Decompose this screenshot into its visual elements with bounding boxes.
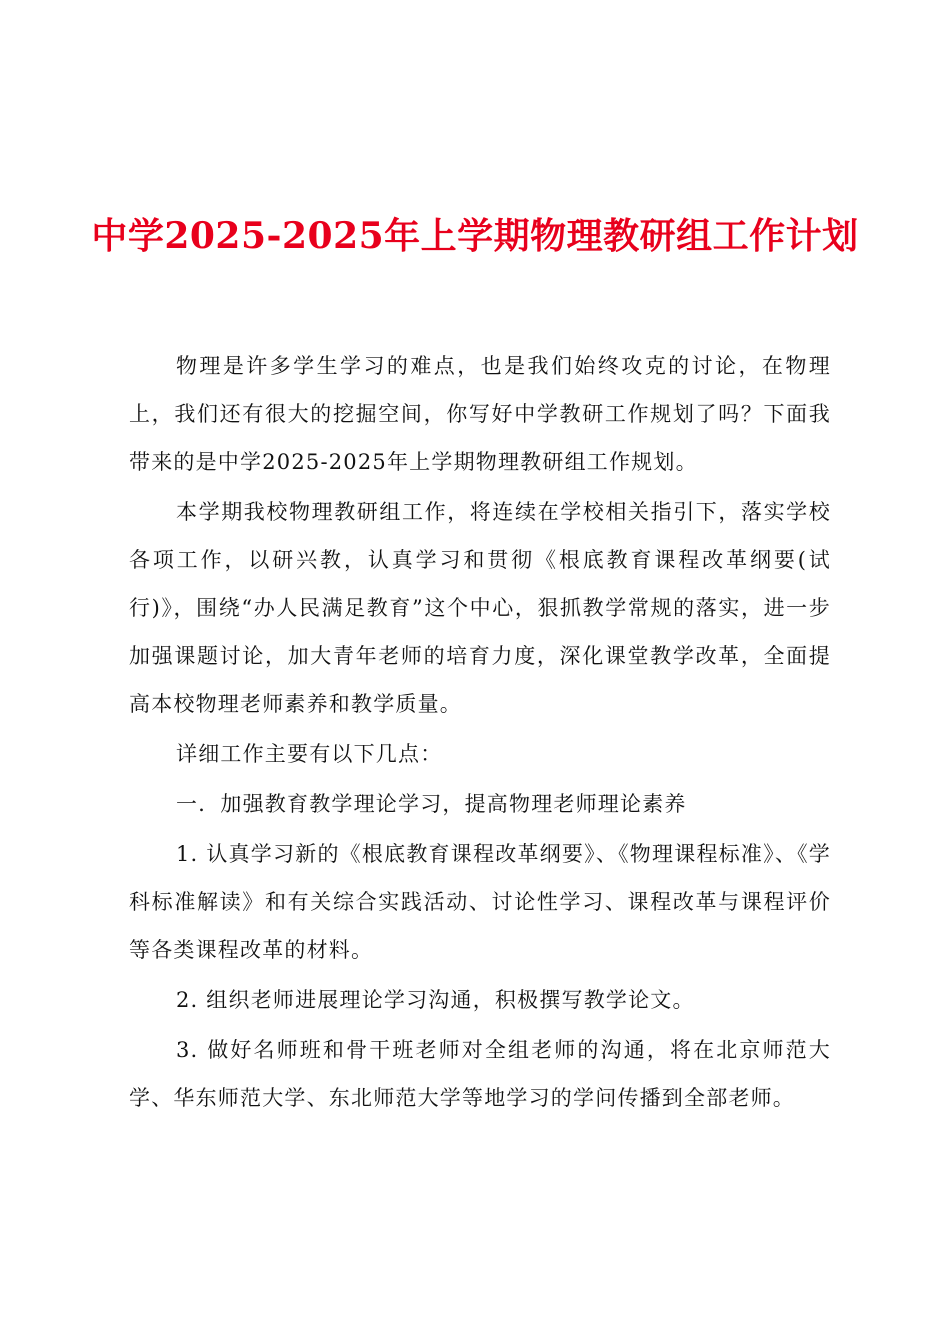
section-heading-1: 一．加强教育教学理论学习，提高物理老师理论素养 bbox=[176, 792, 687, 816]
document-title: 中学2025-2025年上学期物理教研组工作计划 bbox=[91, 215, 859, 257]
list-item-2: 2. 组织老师进展理论学习沟通，积极撰写教学论文。 bbox=[176, 988, 695, 1012]
paragraph-points-lead: 详细工作主要有以下几点： bbox=[176, 742, 443, 766]
paragraph-overview: 本学期我校物理教研组工作，将连续在学校相关指引下，落实学校各项工作，以研兴教，认真学习和贯彻《根底教育课程改革纲要(试行)》，围绕“办人民满足教育”这个中心，狠抓教学常规的落实，进一步加强课题讨论，加大青年老师的培育力度，深化课堂教学改革，全面提高本校物理老师素养和教学质量。 bbox=[129, 500, 831, 716]
list-item-1: 1. 认真学习新的《根底教育课程改革纲要》、《物理课程标准》、《学科标准解读》和有关综合实践活动、讨论性学习、课程改革与课程评价等各类课程改革的材料。 bbox=[129, 842, 831, 962]
list-item-3: 3. 做好名师班和骨干班老师对全组老师的沟通，将在北京师范大学、华东师范大学、东北师范大学等地学习的学问传播到全部老师。 bbox=[129, 1038, 831, 1110]
paragraph-intro: 物理是许多学生学习的难点，也是我们始终攻克的讨论，在物理上，我们还有很大的挖掘空间，你写好中学教研工作规划了吗？下面我带来的是中学2025-2025年上学期物理教研组工作规划。 bbox=[129, 354, 831, 474]
document-body bbox=[129, 342, 831, 1124]
